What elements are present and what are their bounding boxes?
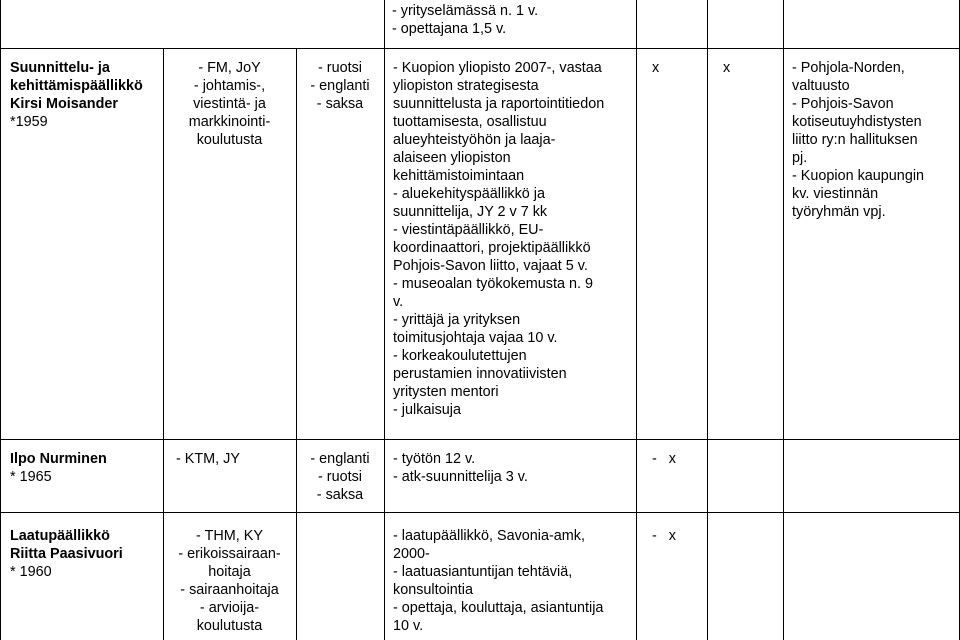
person-positions: - Pohjola-Norden, valtuusto - Pohjois-Savon kotiseutuyhdistysten liitto ry:n hallituksen pj. - Kuopion kaupungin kv. viestinnän työryhmän vpj.	[792, 60, 925, 220]
previous-experience-continuation: - yrityselämässä n. 1 v. - opettajana 1,5 v.	[392, 3, 539, 37]
table-row	[0, 439, 960, 512]
person-languages: - englanti - ruotsi - saksa	[310, 451, 370, 503]
person-experience: - työtön 12 v. - atk-suunnittelija 3 v.	[393, 451, 528, 485]
column7-mark: - x	[652, 451, 676, 467]
person-name: Laatupäällikkö Riitta Paasivuori	[10, 528, 123, 562]
person-born: * 1960	[10, 564, 52, 580]
person-experience: - laatupäällikkö, Savonia-amk, 2000- - laatuasiantuntijan tehtäviä, konsultointia - opettaja, kouluttaja, asiantuntija 10 v.	[393, 528, 604, 634]
person-languages: - ruotsi - englanti - saksa	[310, 60, 370, 112]
person-name: Ilpo Nurminen	[10, 451, 107, 467]
column7-mark: x	[723, 60, 731, 76]
table-row	[0, 48, 960, 439]
person-experience: - Kuopion yliopisto 2007-, vastaa yliopiston strategisesta suunnittelusta ja raportointitiedon tuottamisesta, osallistuu alueyhteistyöhön ja laaja- alaiseen yliopiston kehittämistoimintaan - aluekehityspäällikkö ja suunnittelija, JY 2 v 7 kk - viestintäpäällikkö, EU- koordinaattori, projektipäällikkö Pohjois-Savon liitto, vajaat 5 v. - museoalan työkokemusta n. 9 v. - yrittäjä ja yrityksen toimitusjohtaja vajaa 10 v. - korkeakoulutettujen perustamien innovatiivisten yritysten mentori - julkaisuja	[393, 60, 605, 418]
table-row	[0, 512, 960, 640]
column7-mark: - x	[652, 528, 676, 544]
person-education: - THM, KY - erikoissairaan- hoitaja - sairaanhoitaja - arvioija- koulutusta	[178, 528, 281, 634]
person-born: *1959	[10, 114, 48, 130]
person-name: Suunnittelu- ja kehittämispäällikkö Kirsi Moisander	[10, 60, 143, 112]
person-education: - KTM, JY	[176, 451, 240, 467]
person-education: - FM, JoY - johtamis-, viestintä- ja markkinointi- koulutusta	[188, 60, 271, 148]
column6-mark: x	[652, 60, 660, 76]
person-born: * 1965	[10, 469, 52, 485]
